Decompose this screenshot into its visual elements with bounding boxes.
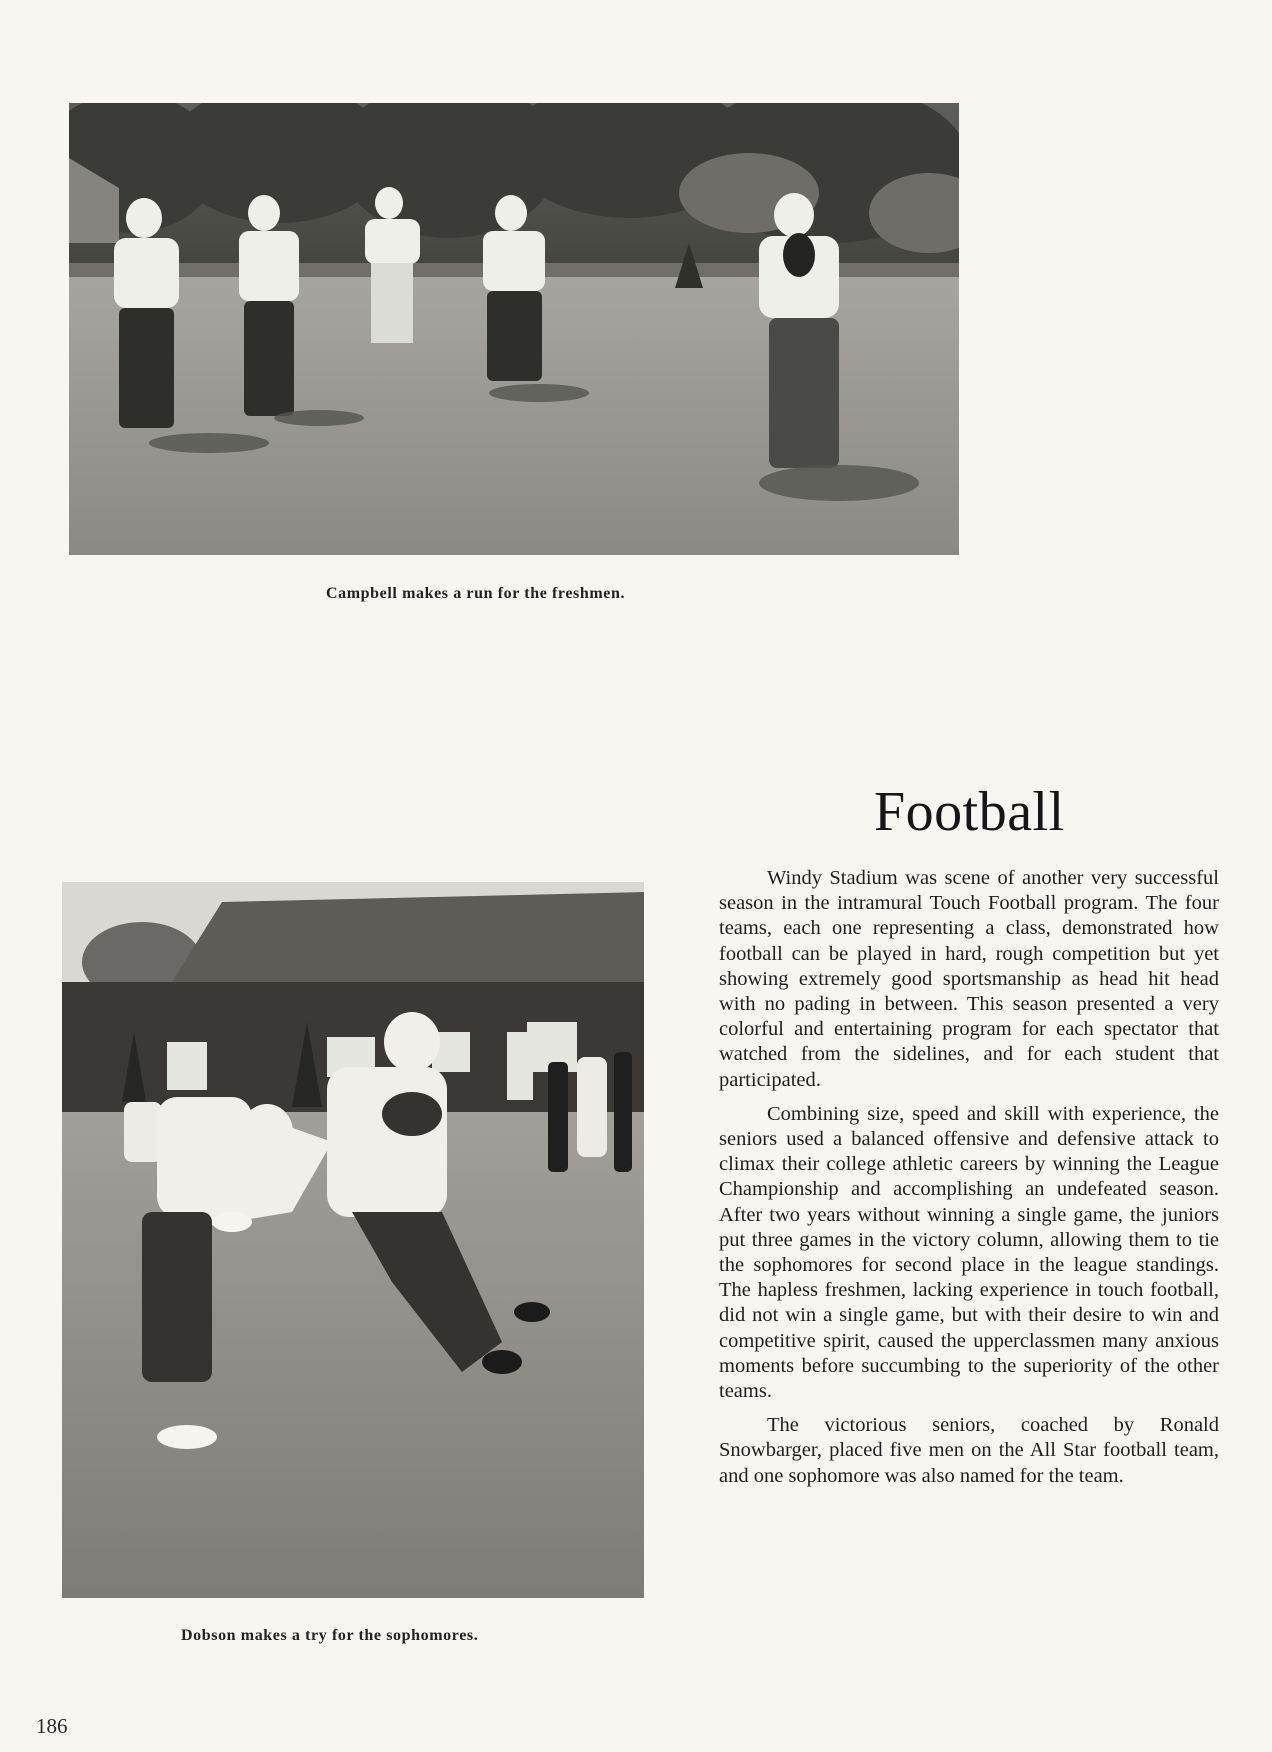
- page-number: 186: [36, 1714, 68, 1738]
- photo-football-catch: [62, 882, 644, 1598]
- photo-football-run: [69, 103, 959, 555]
- photo-caption-bottom: Dobson makes a try for the sophomores.: [181, 1627, 479, 1644]
- article-paragraph: Windy Stadium was scene of another very successful season in the intramural Touch Football program. The four teams, each one representing a class, demonstrated how football can be played in hard, rough competition but yet showing extremely good sportsmanship as head hit head with no pading in between. This season presented a very colorful and entertaining program for each spectator that watched from the sidelines, and for each student that participated.: [719, 867, 1219, 1091]
- photo-caption-top: Campbell makes a run for the freshmen.: [326, 585, 626, 602]
- photo-football-run-image: [69, 103, 959, 555]
- article-paragraph: Combining size, speed and skill with experience, the seniors used a balanced offensive and defensive attack to climax their college athletic careers by winning the League Championship and accomplishing an undefeated season. After two years without winning a single game, the juniors put three games in the victory column, allowing them to tie the sophomores for second place in the league standings. The hapless freshmen, lacking experience in touch football, did not win a single game, but with their desire to win and competitive spirit, caused the upperclassmen many anxious moments before succumbing to the superiority of the other teams.: [719, 1102, 1219, 1403]
- article-paragraph: The victorious seniors, coached by Ronald Snowbarger, placed five men on the All Star football team, and one sophomore was also named for the team.: [719, 1414, 1219, 1487]
- article-body: [719, 866, 1219, 1498]
- photo-football-catch-image: [62, 882, 644, 1598]
- article-title: Football: [874, 781, 1065, 843]
